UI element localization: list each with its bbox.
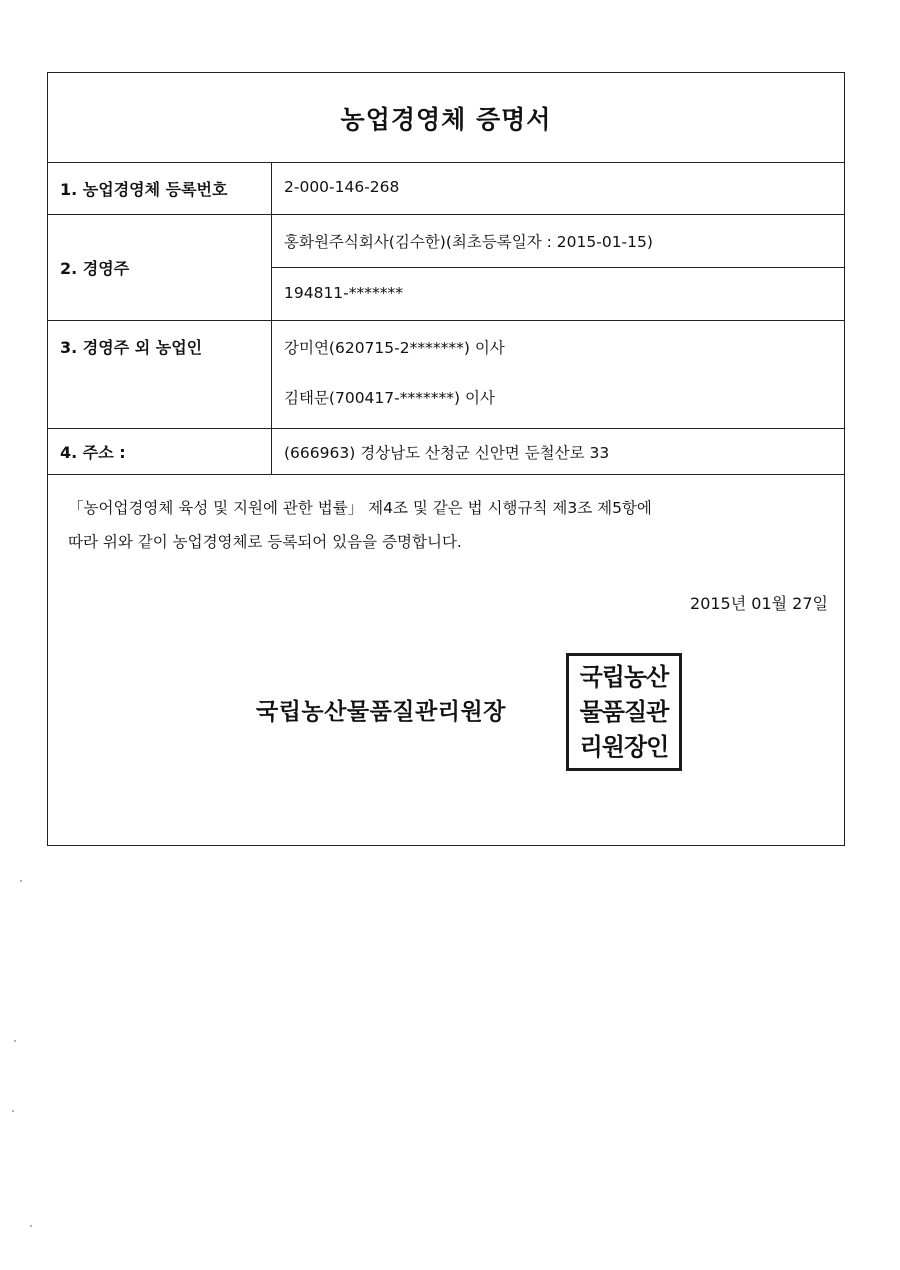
seal-line-1: 국립농산 [579,662,669,691]
value-cell-address [272,429,844,474]
row-registration-number [48,163,844,215]
issuer-name: 국립농산물품질관리원장 [256,699,506,725]
certification-statement-line-1: 「농어업경영체 육성 및 지원에 관한 법률」 제4조 및 같은 법 시행규칙 제3조 제5항에 [68,499,652,517]
operator-id-subcell [272,267,844,322]
label-operator: 2. 경영주 [48,215,272,320]
value-cell-operator [272,215,844,320]
address-value: (666963) 경상남도 산청군 신안면 둔철산로 33 [284,444,610,462]
document-title: 농업경영체 증명서 [340,104,552,134]
scan-speck [30,1225,32,1227]
label-registration-number: 1. 농업경영체 등록번호 [48,163,272,214]
official-seal-stamp [566,653,682,771]
label-address: 4. 주소 : [48,429,272,474]
seal-line-2: 물품질관 [579,697,669,726]
issue-date: 2015년 01월 27일 [690,594,828,613]
certification-statement-line-2: 따라 위와 같이 농업경영체로 등록되어 있음을 증명합니다. [68,533,462,551]
scan-speck [20,880,22,882]
registration-number-value: 2-000-146-268 [284,178,400,196]
value-cell-other-farmers [272,321,844,428]
operator-name-value: 홍화원주식회사(김수한)(최초등록일자 : 2015-01-15) [284,233,653,251]
row-address [48,429,844,475]
certificate-frame [47,72,845,846]
other-farmer-2-value: 김태문(700417-*******) 이사 [284,389,495,407]
row-operator [48,215,844,321]
label-other-farmers: 3. 경영주 외 농업인 [48,321,272,428]
scan-speck [12,1110,14,1112]
other-farmer-1-value: 강미연(620715-2*******) 이사 [284,339,505,357]
value-cell-registration-number [272,163,844,214]
scan-speck [14,1040,16,1042]
title-box [48,73,844,163]
seal-line-3: 리원장인 [579,733,669,762]
operator-id-value: 194811-******* [284,284,404,302]
row-other-farmers [48,321,844,429]
